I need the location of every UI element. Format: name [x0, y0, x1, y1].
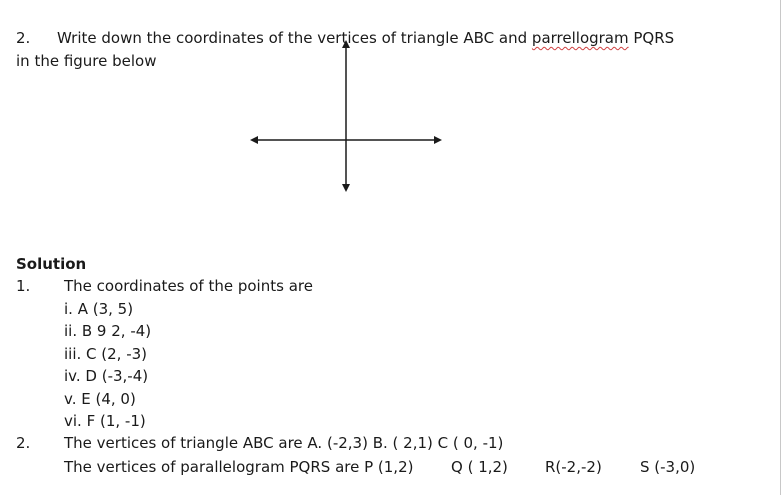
point-item: vi. F (1, -1)	[64, 412, 146, 430]
point-item: i. A (3, 5)	[64, 300, 134, 318]
point-item: ii. B 9 2, -4)	[64, 322, 152, 340]
question-text-line2: in the figure below	[16, 52, 157, 70]
item2-number: 2.	[16, 434, 31, 452]
vertex-q: Q ( 1,2)	[451, 458, 508, 476]
item1-number: 1.	[16, 277, 31, 295]
vertex-r: R(-2,-2)	[545, 458, 602, 476]
point-item: iii. C (2, -3)	[64, 345, 148, 363]
question-text-part2: PQRS	[628, 29, 675, 47]
question-number: 2.	[16, 29, 31, 47]
triangle-vertices-line: The vertices of triangle ABC are A. (-2,3) B. ( 2,1) C ( 0, -1)	[64, 434, 504, 452]
page-edge	[780, 0, 781, 495]
parallelogram-vertices-line: The vertices of parallelogram PQRS are P (1,2)	[64, 458, 414, 476]
point-item: iv. D (-3,-4)	[64, 367, 149, 385]
question-text-part1: Write down the coordinates of the vertices of triangle ABC and	[57, 29, 532, 47]
vertex-s: S (-3,0)	[640, 458, 696, 476]
solution-heading: Solution	[16, 255, 87, 273]
point-item: v. E (4, 0)	[64, 390, 136, 408]
coordinate-axes-figure[interactable]	[240, 36, 460, 196]
misspelled-word[interactable]: parrellogram	[531, 29, 629, 47]
item1-intro: The coordinates of the points are	[64, 277, 313, 295]
